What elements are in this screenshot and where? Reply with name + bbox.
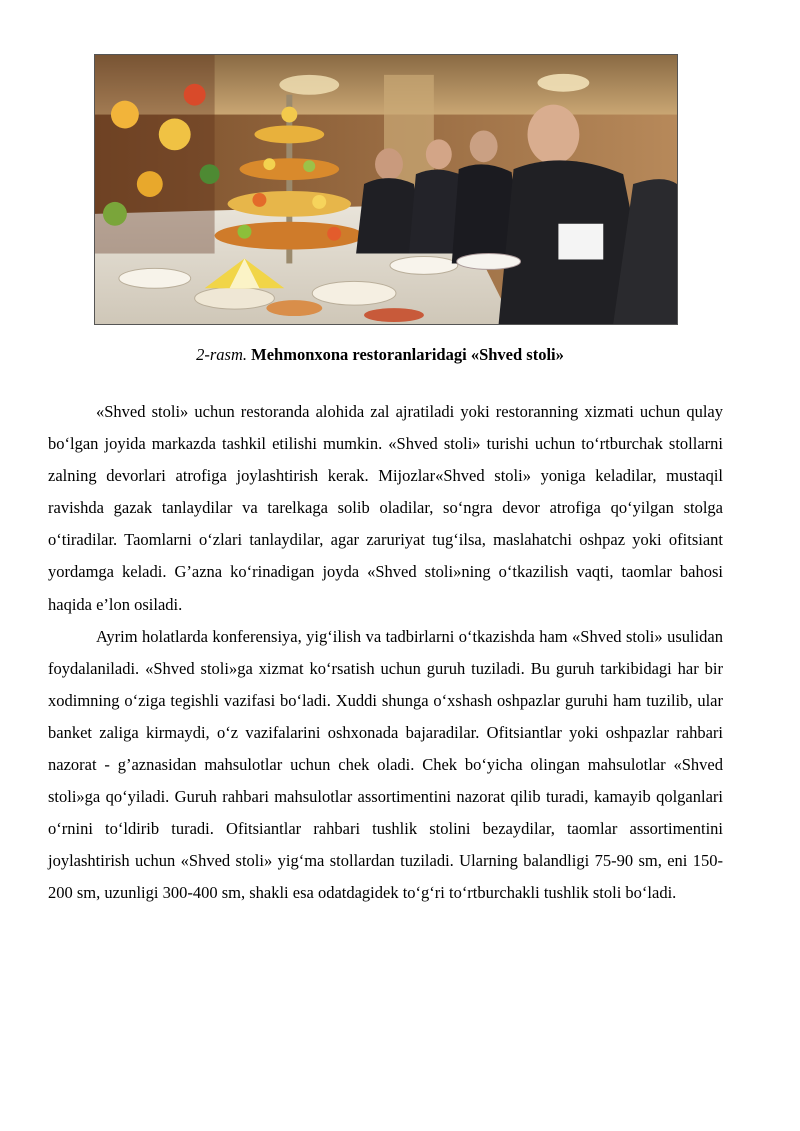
paragraph-2: Ayrim holatlarda konferensiya, yig‘ilish va tadbirlarni o‘tkazishda ham «Shved stoli» usulidan foydalaniladi. «Shved stoli»ga xizmat ko‘rsatish uchun guruh tuziladi. Bu guruh tarkibidagi har bir xodimning o‘ziga tegishli vazifasi bo‘ladi. Xuddi shunga o‘xshash oshpazlar guruhi ham tuzilib, ular banket zaliga kirmaydi, o‘z vazifalarini oshxonada bajaradilar. Ofitsiantlar yoki oshpazlar rahbari nazorat - g’aznasidan mahsulotlar uchun chek oladi. Chek bo‘yicha olingan mahsulotlar «Shved stoli»ga qo‘yiladi. Guruh rahbari mahsulotlar assortimentini nazorat qilib turadi, kamayib qolganlari o‘rnini to‘ldirib turadi. Ofitsiantlar rahbari tushlik stolini bezaydilar, taomlar assortimentini joylashtirish uchun «Shved stoli» yig‘ma stollardan tuziladi. Ularning balandligi 75-90 sm, eni 150-200 sm, uzunligi 300-400 sm, shakli esa odatdagidek to‘g‘ri to‘rtburchakli tushlik stoli bo‘ladi. <box>48 626 723 903</box>
paragraph-1: «Shved stoli» uchun restoranda alohida zal ajratiladi yoki restoranning xizmati uchun qulay bo‘lgan joyida markazda tashkil etilishi mumkin. «Shved stoli» turishi uchun to‘rtburchak stollarni zalning devorlari atrofiga joylashtirish kerak. Mijozlar«Shved stoli» yoniga keladilar, mustaqil ravishda gazak tanlaydilar va tarelkaga solib oladilar, so‘ngra devor atrofiga qo‘yilgan stolga o‘tiradilar. Taomlarni o‘zlari tanlaydilar, agar zaruriyat tug‘ilsa, maslahatchi oshpaz yoki ofitsiant yordamga keladi. G’azna ko‘rinadigan joyda «Shved stoli»ning o‘tkazilish vaqti, taomlar bahosi haqida e’lon osiladi. <box>48 402 723 614</box>
caption-title: Mehmonxona restoranlaridagi «Shved stoli» <box>251 345 564 364</box>
buffet-photo <box>94 54 678 325</box>
body-text <box>48 396 723 910</box>
figure-caption <box>0 345 760 365</box>
caption-number: 2-rasm. <box>196 345 247 364</box>
buffet-illustration <box>95 55 677 324</box>
